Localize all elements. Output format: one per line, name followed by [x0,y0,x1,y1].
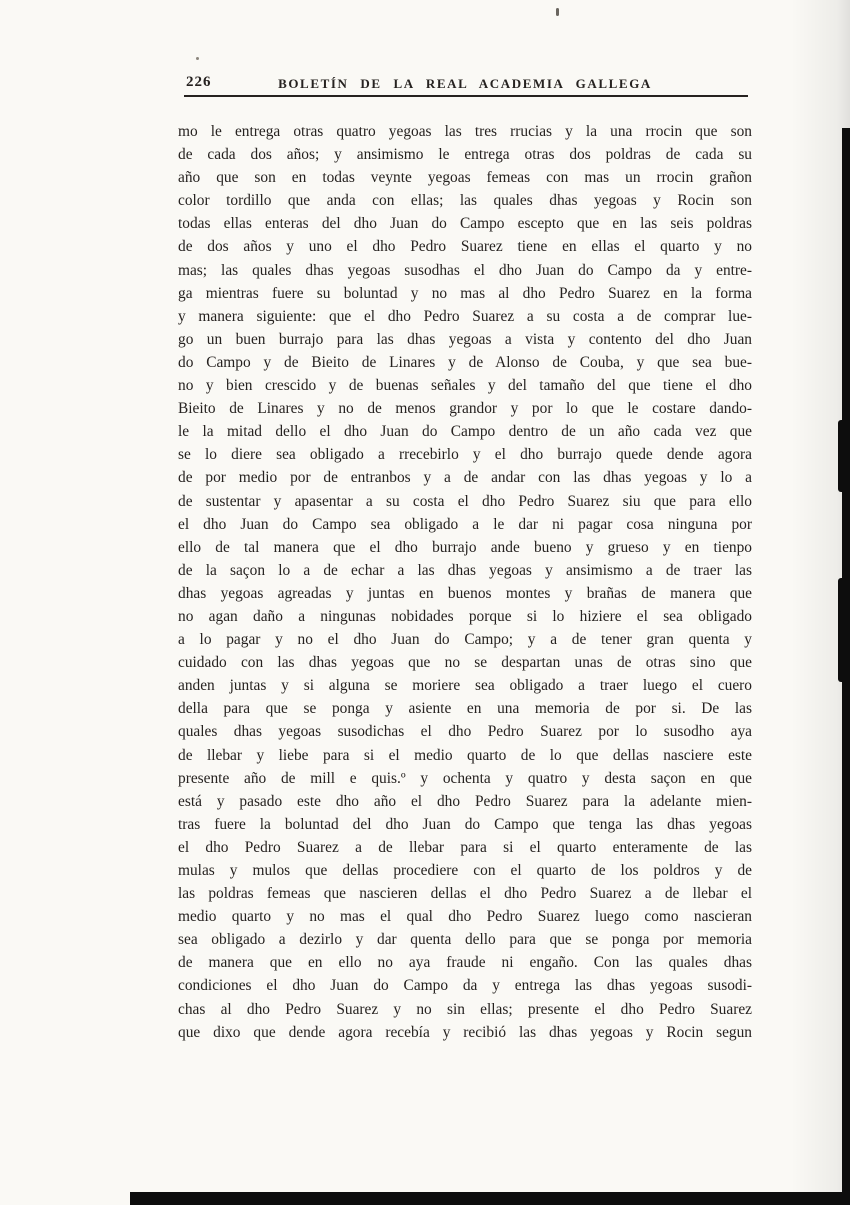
text-line: año que son en todas veynte yegoas femeas con mas un rrocin grañon [178,169,752,187]
text-line: no agan daño a ningunas nobidades porque si lo hiziere el sea obligado [178,607,752,625]
text-line: do Campo y de Bieito de Linares y de Alonso de Couba, y que sea bue- [178,353,752,371]
text-line: sea obligado a dezirlo y dar quenta dello para que se ponga por memoria [178,931,752,949]
text-line: presente año de mill e quis.º y ochenta y quatro y desta saçon en que [178,769,752,787]
text-line: mas; las quales dhas yegoas susodhas el dho Juan do Campo da y entre- [178,261,752,279]
text-line: de sustentar y apasentar a su costa el dho Pedro Suarez siu que para ello [178,492,752,510]
text-line: el dho Pedro Suarez a de llebar para si el quarto enteramente de las [178,838,752,856]
text-line: se lo diere sea obligado a rrecebirlo y el dho burrajo quede dende agora [178,446,752,464]
text-line: de la saçon lo a de echar a las dhas yegoas y ansimismo a de traer las [178,561,752,579]
header-rule [184,95,748,97]
text-line: que dixo que dende agora recebía y recibió las dhas yegoas y Rocin segun [178,1023,752,1041]
text-line: de manera que en ello no aya fraude ni engaño. Con las quales dhas [178,954,752,972]
scan-artifact-right-bar [842,128,850,1205]
text-line: mo le entrega otras quatro yegoas las tres rrucias y la una rrocin que son [178,123,752,140]
text-line: condiciones el dho Juan do Campo da y entrega las dhas yegoas susodi- [178,977,752,995]
text-line: y manera siguiente: que el dho Pedro Suarez a su costa a de comprar lue- [178,307,752,325]
text-line: a lo pagar y no el dho Juan do Campo; y a de tener gran quenta y [178,631,752,649]
text-line: della para que se ponga y asiente en una memoria de por si. De las [178,700,752,718]
scan-speck [196,57,199,60]
running-title: BOLETÍN DE LA REAL ACADEMIA GALLEGA [278,76,652,91]
page-number: 226 [186,74,212,90]
text-line: chas al dho Pedro Suarez y no sin ellas; presente el dho Pedro Suarez [178,1000,752,1018]
text-line: de cada dos años; y ansimismo le entrega otras dos poldras de cada su [178,146,752,164]
text-line: todas ellas enteras del dho Juan do Campo escepto que en las seis poldras [178,215,752,233]
text-line: go un buen burrajo para las dhas yegoas a vista y contento del dho Juan [178,330,752,348]
scan-artifact-bottom-bar [130,1192,850,1205]
text-line: tras fuere la boluntad del dho Juan do Campo que tenga las dhas yegoas [178,815,752,833]
text-line: Bieito de Linares y no de menos grandor y por lo que le costare dando- [178,400,752,418]
text-line: anden juntas y si alguna se moriere sea obligado a traer luego el cuero [178,677,752,695]
text-line: las poldras femeas que nascieren dellas el dho Pedro Suarez a de llebar el [178,885,752,903]
text-line: de por medio por de entranbos y a de andar con las dhas yegoas y lo a [178,469,752,487]
scan-speck [556,8,559,16]
text-line: ello de tal manera que el dho burrajo ande bueno y grueso y en tienpo [178,538,752,556]
text-line: mulas y mulos que dellas procediere con el quarto de los poldros y de [178,862,752,879]
text-line: de llebar y liebe para si el medio quarto de lo que dellas nasciere este [178,746,752,764]
text-line: cuidado con las dhas yegoas que no se despartan unas de otras sino que [178,654,752,672]
body-text [178,120,752,1044]
scan-artifact-nub [838,420,843,492]
text-line: no y bien crescido y de buenas señales y del tamaño del que tiene el dho [178,377,752,395]
text-line: ga mientras fuere su boluntad y no mas al dho Pedro Suarez en la forma [178,284,752,302]
text-line: quales dhas yegoas susodichas el dho Pedro Suarez por lo susodho aya [178,723,752,741]
text-line: color tordillo que anda con ellas; las quales dhas yegoas y Rocin son [178,192,752,210]
text-line: le la mitad dello el dho Juan do Campo dentro de un año cada vez que [178,423,752,441]
text-line: medio quarto y no mas el qual dho Pedro Suarez luego como nascieran [178,908,752,926]
text-line: el dho Juan do Campo sea obligado a le dar ni pagar cosa ninguna por [178,515,752,533]
text-line: de dos años y uno el dho Pedro Suarez tiene en ellas el quarto y no [178,238,752,256]
text-line: dhas yegoas agreadas y juntas en buenos montes y brañas de manera que [178,584,752,602]
scan-artifact-nub [838,578,843,682]
page-header [178,74,752,94]
text-line: está y pasado este dho año el dho Pedro Suarez para la adelante mien- [178,792,752,810]
